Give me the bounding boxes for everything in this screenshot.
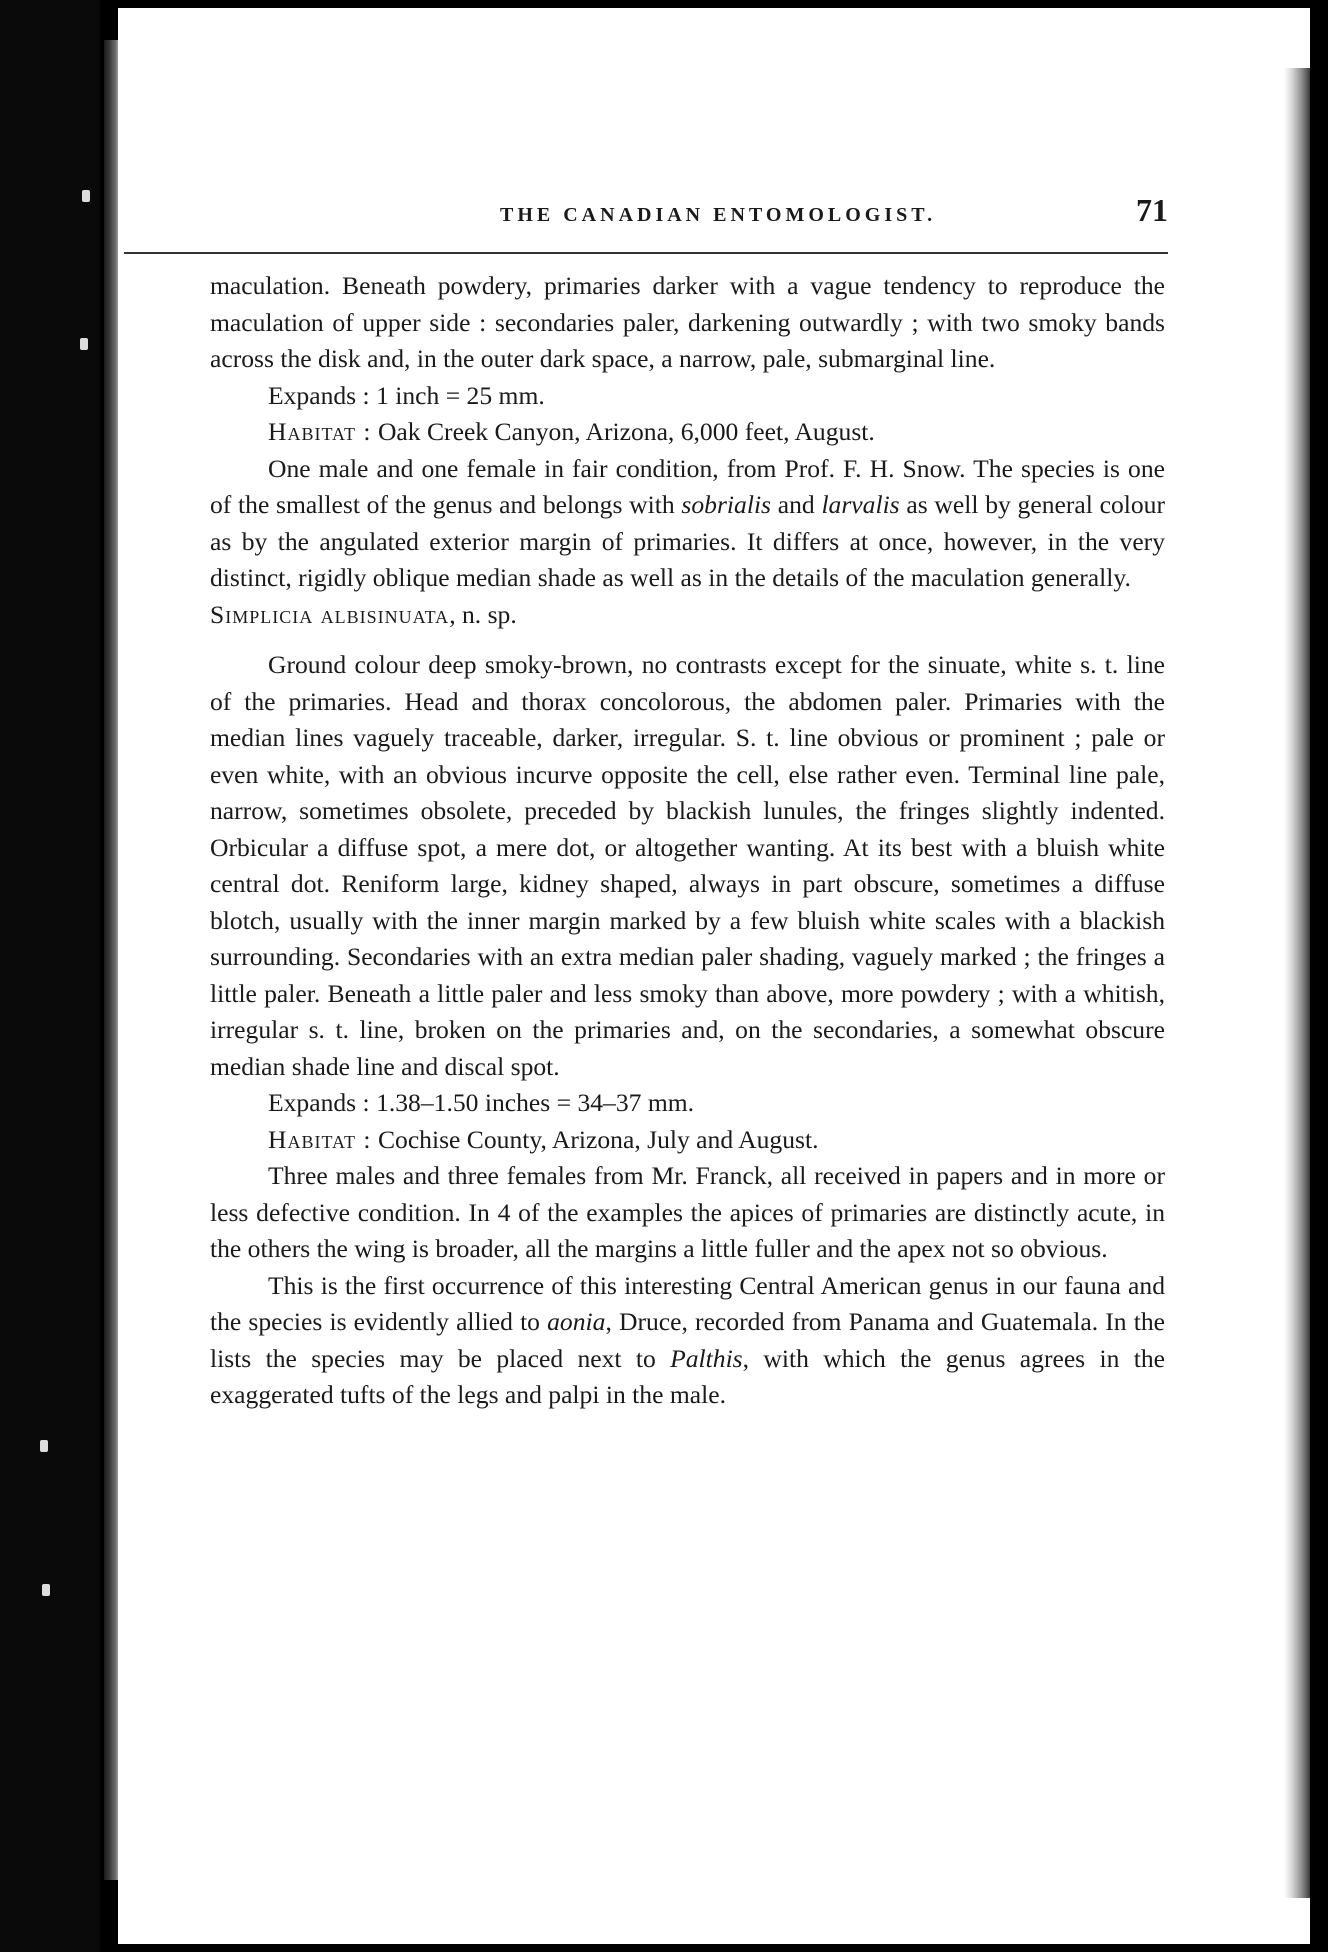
species-name-italic: larvalis [821, 490, 900, 519]
expands-line [210, 378, 1165, 415]
paragraph-description: Ground colour deep smoky-brown, no contrasts except for the sinuate, white s. t. line of the primaries. Head and thorax concolorous, the abdomen paler. Primaries with the median lines vaguely traceable, darker, irregular. S. t. line obvious or prominent ; pale or even white, with an obvious incurve opposite the cell, else rather even. Terminal line pale, narrow, sometimes obsolete, preceded by blackish lunules, the fringes slightly indented. Orbicular a diffuse spot, a mere dot, or altogether wanting. At its best with a bluish white central dot. Reniform large, kidney shaped, always in part obscure, sometimes a diffuse blotch, usually with the inner margin marked by a few bluish white scales with a blackish surrounding. Secondaries with an extra median paler shading, vaguely marked ; the fringes a little paler. Beneath a little paler and less smoky than above, more powdery ; with a whitish, irregular s. t. line, broken on the primaries and, on the secondaries, a somewhat obscure median shade line and discal spot. [210, 650, 1165, 1081]
page-number: 71 [1136, 192, 1168, 228]
species-name-italic: aonia [547, 1307, 606, 1336]
paragraph-remarks: One male and one female in fair condition, from Prof. F. H. Snow. The species is one of the smallest of the genus and belongs with sobrialis and larvalis as well by general colour as by the angulated exterior margin of primaries. It differs at once, however, in the very distinct, rigidly oblique median shade as well as in the details of the maculation generally. [210, 453, 1165, 592]
paragraph-continued: maculation. Beneath powdery, primaries darker with a vague tendency to reproduce the maculation of upper side : secondaries paler, darkening outwardly ; with two smoky bands across the disk and, in the outer dark space, a narrow, pale, submarginal line. [210, 271, 1165, 373]
expands-label: Expands : [268, 1088, 370, 1117]
habitat-line [210, 1122, 1165, 1159]
expands-value: 1 inch = 25 mm. [376, 380, 545, 410]
paragraph-specimens: Three males and three females from Mr. Franck, all received in papers and in more or less defective condition. In 4 of the examples the apices of primaries are distinctly acute, in the others the wing is broader, all the margins a little fuller and the apex not so obvious. [210, 1161, 1165, 1263]
binding-mark [40, 1440, 48, 1452]
paragraph-affinities: This is the first occurrence of this interesting Central American genus in our fauna and the species is evidently allied to aonia, Druce, recorded from Panama and Guatemala. In the lists the species may be placed next to Palthis, with which the genus agrees in the exaggerated tufts of the legs and palpi in the male. [210, 1270, 1165, 1409]
page-edge-shadow [1284, 68, 1310, 1898]
species-heading-name: Simplicia albisinuata [210, 599, 450, 629]
species-heading [210, 597, 1165, 634]
habitat-value: Oak Creek Canyon, Arizona, 6,000 feet, August. [377, 417, 875, 446]
spacer [210, 633, 1165, 647]
expands-label: Expands : [268, 380, 370, 410]
header-rule [124, 252, 1168, 254]
habitat-value: Cochise County, Arizona, July and August. [377, 1124, 819, 1154]
expands-value: 1.38–1.50 inches = 34–37 mm. [376, 1088, 695, 1117]
scan-background-left [0, 0, 100, 1952]
species-name-italic: sobrialis [681, 490, 772, 519]
species-heading-suffix: , n. sp. [449, 599, 517, 629]
binding-mark [82, 190, 90, 202]
body-text [210, 268, 1165, 1414]
binding-mark [42, 1584, 50, 1596]
habitat-line [210, 414, 1165, 451]
habitat-label: Habitat : [268, 1124, 372, 1154]
binding-mark [80, 338, 88, 350]
genus-name-italic: Palthis [670, 1343, 743, 1373]
habitat-label: Habitat : [268, 417, 372, 446]
running-header [124, 192, 1168, 252]
expands-line [210, 1085, 1165, 1122]
book-spine [104, 40, 118, 1880]
journal-title: THE CANADIAN ENTOMOLOGIST. [500, 204, 937, 226]
